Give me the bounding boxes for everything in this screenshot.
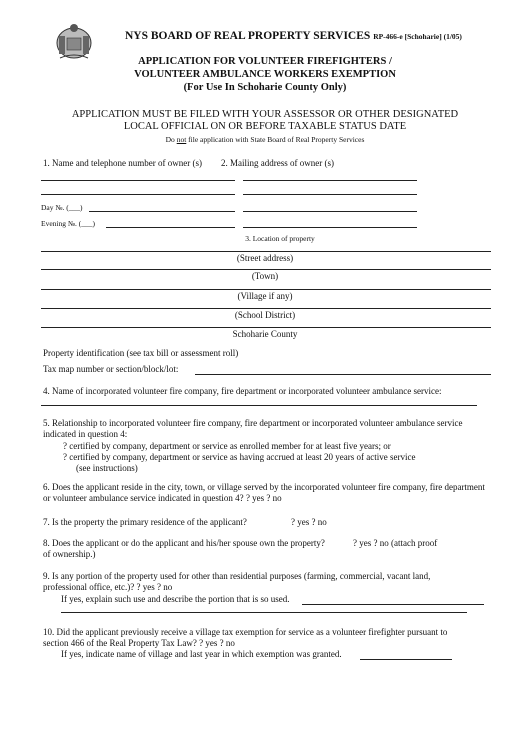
form-id: RP-466-e [Schoharie] (1/05) <box>373 32 462 41</box>
county-label: Schoharie County <box>232 329 298 339</box>
q3-label: 3. Location of property <box>245 234 315 243</box>
q4-answer-line[interactable] <box>41 405 477 406</box>
filing-notice-2: LOCAL OFFICIAL ON OR BEFORE TAXABLE STATUS DATE <box>123 121 407 132</box>
q9-label: 9. Is any portion of the property used for other than residential purposes (farming, commercial, vacant land, <box>43 571 431 581</box>
tax-map-line[interactable] <box>195 374 491 375</box>
q10-village-line[interactable] <box>360 659 452 660</box>
school-line[interactable] <box>41 308 491 309</box>
county-line[interactable] <box>41 327 491 328</box>
q8-options[interactable]: ? yes ? no (attach proof <box>353 538 438 548</box>
q6-label <box>43 482 489 504</box>
property-id-label: Property identification (see tax bill or assessment roll) <box>43 348 239 358</box>
mailing-address-line-1[interactable] <box>243 180 417 181</box>
q8-label: 8. Does the applicant or do the applicant and his/her spouse own the property? <box>43 538 325 548</box>
tax-map-label: Tax map number or section/block/lot: <box>43 364 179 374</box>
owner-name-line-1[interactable] <box>41 180 235 181</box>
q5-option-a[interactable]: ? certified by company, department or service as enrolled member for at least five years; or <box>63 441 391 451</box>
form-title-2: VOLUNTEER AMBULANCE WORKERS EXEMPTION <box>134 69 396 80</box>
mailing-address-line-3[interactable] <box>243 211 417 212</box>
owner-name-line-2[interactable] <box>41 194 235 195</box>
street-label: (Street address) <box>236 253 294 263</box>
day-phone-line[interactable] <box>89 211 235 212</box>
q10-label: 10. Did the applicant previously receive a village tax exemption for service as a volunteer firefighter pursuant to <box>43 627 448 637</box>
agency-label: NYS BOARD OF REAL PROPERTY SERVICES <box>125 30 371 42</box>
mailing-address-line-2[interactable] <box>243 194 417 195</box>
town-line[interactable] <box>41 269 491 270</box>
q6-options[interactable]: ? yes ? no <box>245 493 282 503</box>
q2-label: 2. Mailing address of owner (s) <box>221 158 334 168</box>
q9-explain-line-2[interactable] <box>61 612 467 613</box>
village-label: (Village if any) <box>237 291 293 301</box>
town-label: (Town) <box>251 271 279 281</box>
evening-phone-label: Evening №. (___) <box>41 219 96 228</box>
q8-tail: of ownership.) <box>43 549 96 559</box>
agency-name <box>125 30 462 42</box>
form-title-1: APPLICATION FOR VOLUNTEER FIREFIGHTERS / <box>138 56 392 67</box>
q5-option-c: (see instructions) <box>76 463 138 473</box>
school-label: (School District) <box>234 310 296 320</box>
q4-label: 4. Name of incorporated volunteer fire company, fire department or incorporated volunteer ambulance service: <box>43 386 442 396</box>
village-line[interactable] <box>41 289 491 290</box>
q9-explain-label: If yes, explain such use and describe the portion that is so used. <box>61 594 290 604</box>
q10-village-label: If yes, indicate name of village and last year in which exemption was granted. <box>61 649 342 659</box>
form-title-3: (For Use In Schoharie County Only) <box>183 82 347 93</box>
mailing-address-line-4[interactable] <box>243 227 417 228</box>
filing-notice-1: APPLICATION MUST BE FILED WITH YOUR ASSESSOR OR OTHER DESIGNATED <box>71 109 459 120</box>
evening-phone-line[interactable] <box>106 227 235 228</box>
q7-label: 7. Is the property the primary residence of the applicant? <box>43 517 247 527</box>
q6-text: 6. Does the applicant reside in the city, town, or village served by the incorporated volunteer fire company, fire department or volunteer ambulance service indicated in question 4? <box>43 482 485 503</box>
q1-label: 1. Name and telephone number of owner (s) <box>43 158 202 168</box>
filing-notice-3 <box>0 134 530 146</box>
notice-pre: Do <box>165 135 177 144</box>
q5-option-b[interactable]: ? certified by company, department or service as having accrued at least 20 years of active service <box>63 452 416 462</box>
q10-options[interactable]: section 466 of the Real Property Tax Law? ? yes ? no <box>43 638 235 648</box>
day-phone-label: Day №. (___) <box>41 203 83 212</box>
notice-not: not <box>176 135 187 144</box>
notice-post: file application with State Board of Real Property Services <box>186 135 365 144</box>
street-line[interactable] <box>41 251 491 252</box>
q5-label: 5. Relationship to incorporated volunteer fire company, fire department or incorporated volunteer ambulance service indicated in question 4: <box>43 418 463 439</box>
q9-explain-line-1[interactable] <box>302 604 484 605</box>
q7-options[interactable]: ? yes ? no <box>291 517 327 527</box>
q9-options[interactable]: professional office, etc.)? ? yes ? no <box>43 582 173 592</box>
